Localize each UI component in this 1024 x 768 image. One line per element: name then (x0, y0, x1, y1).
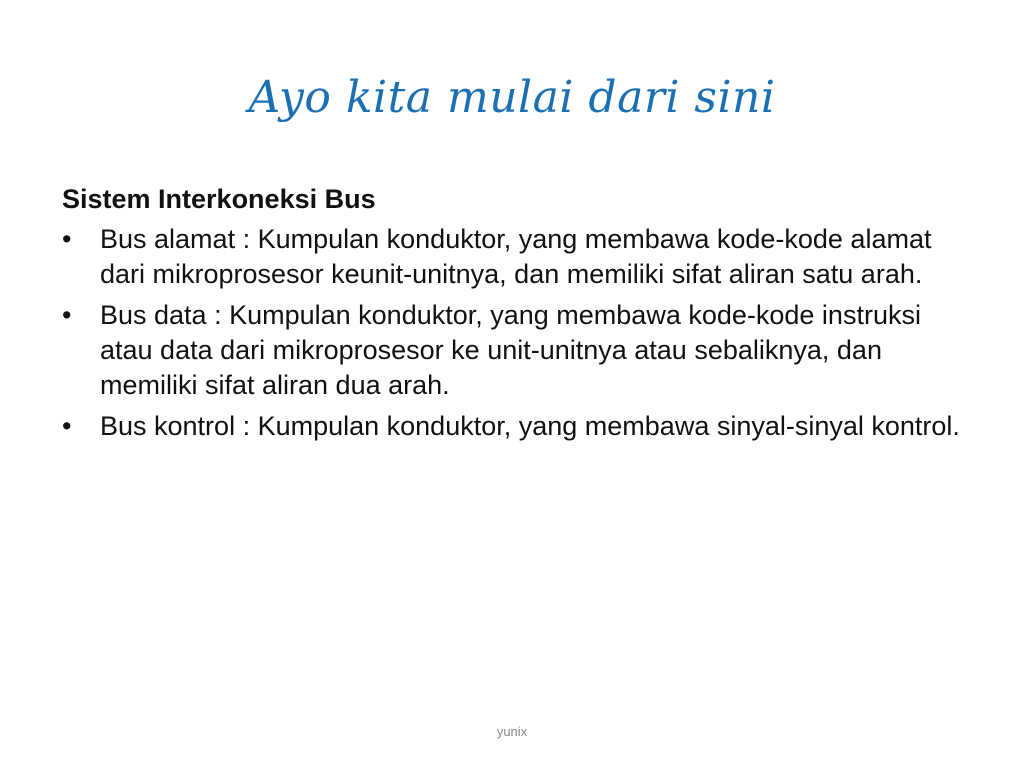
bullet-item-bus-alamat (62, 222, 962, 292)
bullet-icon: • (62, 224, 72, 254)
footer-text: yunix (496, 724, 528, 739)
slide-title: Ayo kita mulai dari sini (248, 72, 776, 123)
slide-content (62, 178, 962, 450)
bullet-list (62, 222, 962, 444)
bullet-icon: • (62, 411, 72, 441)
bullet-text: Bus data : Kumpulan konduktor, yang membawa kode-kode instruksi atau data dari mikroprosesor ke unit-unitnya atau sebaliknya, dan memiliki sifat aliran dua arah. (100, 300, 921, 400)
bullet-item-bus-kontrol (62, 409, 962, 444)
bullet-item-bus-data (62, 298, 962, 403)
bullet-text: Bus alamat : Kumpulan konduktor, yang membawa kode-kode alamat dari mikroprosesor keunit-unitnya, dan memiliki sifat aliran satu arah. (100, 224, 932, 289)
bullet-text: Bus kontrol : Kumpulan konduktor, yang membawa sinyal-sinyal kontrol. (100, 411, 960, 441)
section-heading: Sistem Interkoneksi Bus (62, 184, 376, 214)
bullet-icon: • (62, 300, 72, 330)
